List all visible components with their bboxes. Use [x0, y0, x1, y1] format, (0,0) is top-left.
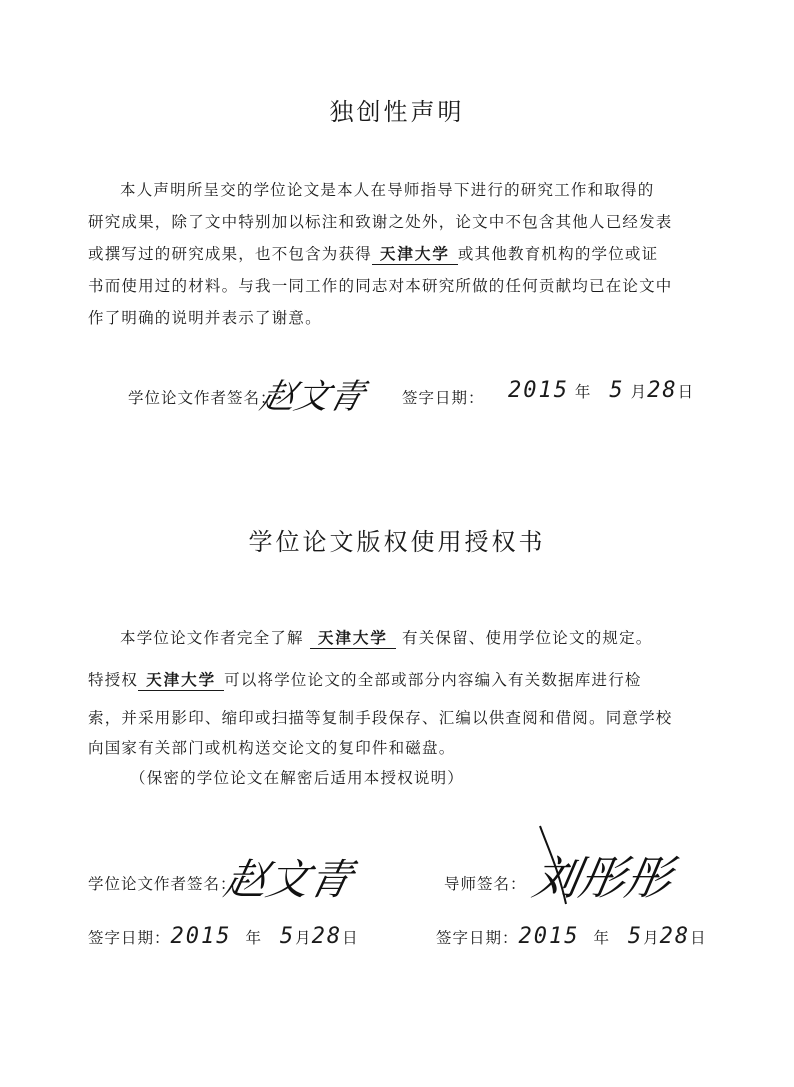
license-advisor-date-month-unit: 月: [643, 929, 660, 947]
license-line-2b: 可以将学位论文的全部或部分内容编入有关数据库进行检: [224, 671, 642, 689]
declaration-date-year-unit: 年: [574, 383, 592, 401]
license-advisor-signature-text: 刘彤彤: [528, 851, 677, 905]
license-advisor-signature: [520, 818, 720, 914]
license-author-date: [88, 924, 359, 949]
license-line-3: 索，并采用影印、缩印或扫描等复制手段保存、汇编以供查阅和借阅。同意学校: [88, 709, 673, 727]
declaration-date: [508, 378, 694, 403]
license-author-date-day: 28: [311, 924, 343, 949]
declaration-author-signature-text: 赵文青: [256, 377, 369, 417]
license-title: 学位论文版权使用授权书: [248, 528, 546, 556]
license-institution-fill-1: 天津大学: [310, 626, 396, 649]
declaration-date-label: 签字日期：: [402, 389, 485, 407]
license-author-date-year-unit: 年: [245, 929, 262, 947]
license-author-date-month: 5: [279, 924, 296, 949]
license-author-date-year: 2015: [170, 924, 232, 949]
license-institution-fill-2: 天津大学: [138, 668, 224, 691]
declaration-date-month: 5: [609, 378, 625, 403]
declaration-line-2: 研究成果，除了文中特别加以标注和致谢之处外，论文中不包含其他人已经发表: [88, 213, 673, 231]
license-advisor-label: 导师签名：: [444, 875, 527, 893]
declaration-date-month-unit: 月: [630, 383, 648, 401]
license-line-1a: 本学位论文作者完全了解: [120, 629, 304, 647]
license-author-signature-text: 赵文青: [219, 856, 357, 905]
license-line-1b: 有关保留、使用学位论文的规定。: [402, 629, 653, 647]
license-advisor-date: [436, 924, 707, 949]
declaration-title: 独创性声明: [329, 98, 465, 126]
license-advisor-date-day: 28: [659, 924, 691, 949]
license-author-date-label: 签字日期：: [88, 929, 171, 947]
license-advisor-date-day-unit: 日: [690, 929, 707, 947]
license-line-2a: 特授权: [88, 671, 139, 689]
license-author-label: 学位论文作者签名：: [88, 875, 237, 893]
declaration-line-4: 书而使用过的材料。与我一同工作的同志对本研究所做的任何贡献均已在论文中: [88, 277, 673, 295]
declaration-line-3b: 或其他教育机构的学位或证: [457, 245, 659, 263]
declaration-line-3a: 或撰写过的研究成果，也不包含为获得: [88, 245, 372, 263]
declaration-date-day-unit: 日: [677, 383, 695, 401]
license-advisor-date-label: 签字日期：: [436, 929, 519, 947]
license-author-date-month-unit: 月: [295, 929, 312, 947]
license-line-1: [120, 626, 718, 649]
license-line-4: 向国家有关部门或机构送交论文的复印件和磁盘。: [88, 739, 456, 757]
declaration-author-signature: [256, 370, 408, 418]
license-note: （保密的学位论文在解密后适用本授权说明）: [130, 769, 465, 787]
license-author-date-day-unit: 日: [342, 929, 359, 947]
license-line-2: [88, 668, 718, 691]
license-advisor-date-year-unit: 年: [593, 929, 610, 947]
license-advisor-date-year: 2015: [518, 924, 580, 949]
license-author-signature: [219, 848, 422, 908]
declaration-institution-fill: 天津大学: [372, 242, 458, 265]
declaration-line-1: 本人声明所呈交的学位论文是本人在导师指导下进行的研究工作和取得的: [120, 181, 655, 199]
declaration-date-day: 28: [647, 378, 678, 403]
declaration-line-5: 作了明确的说明并表示了谢意。: [88, 309, 322, 327]
declaration-date-year: 2015: [508, 378, 569, 403]
license-advisor-date-month: 5: [627, 924, 644, 949]
declaration-signature-label: 学位论文作者签名：: [128, 389, 277, 407]
declaration-line-3: [88, 242, 718, 265]
